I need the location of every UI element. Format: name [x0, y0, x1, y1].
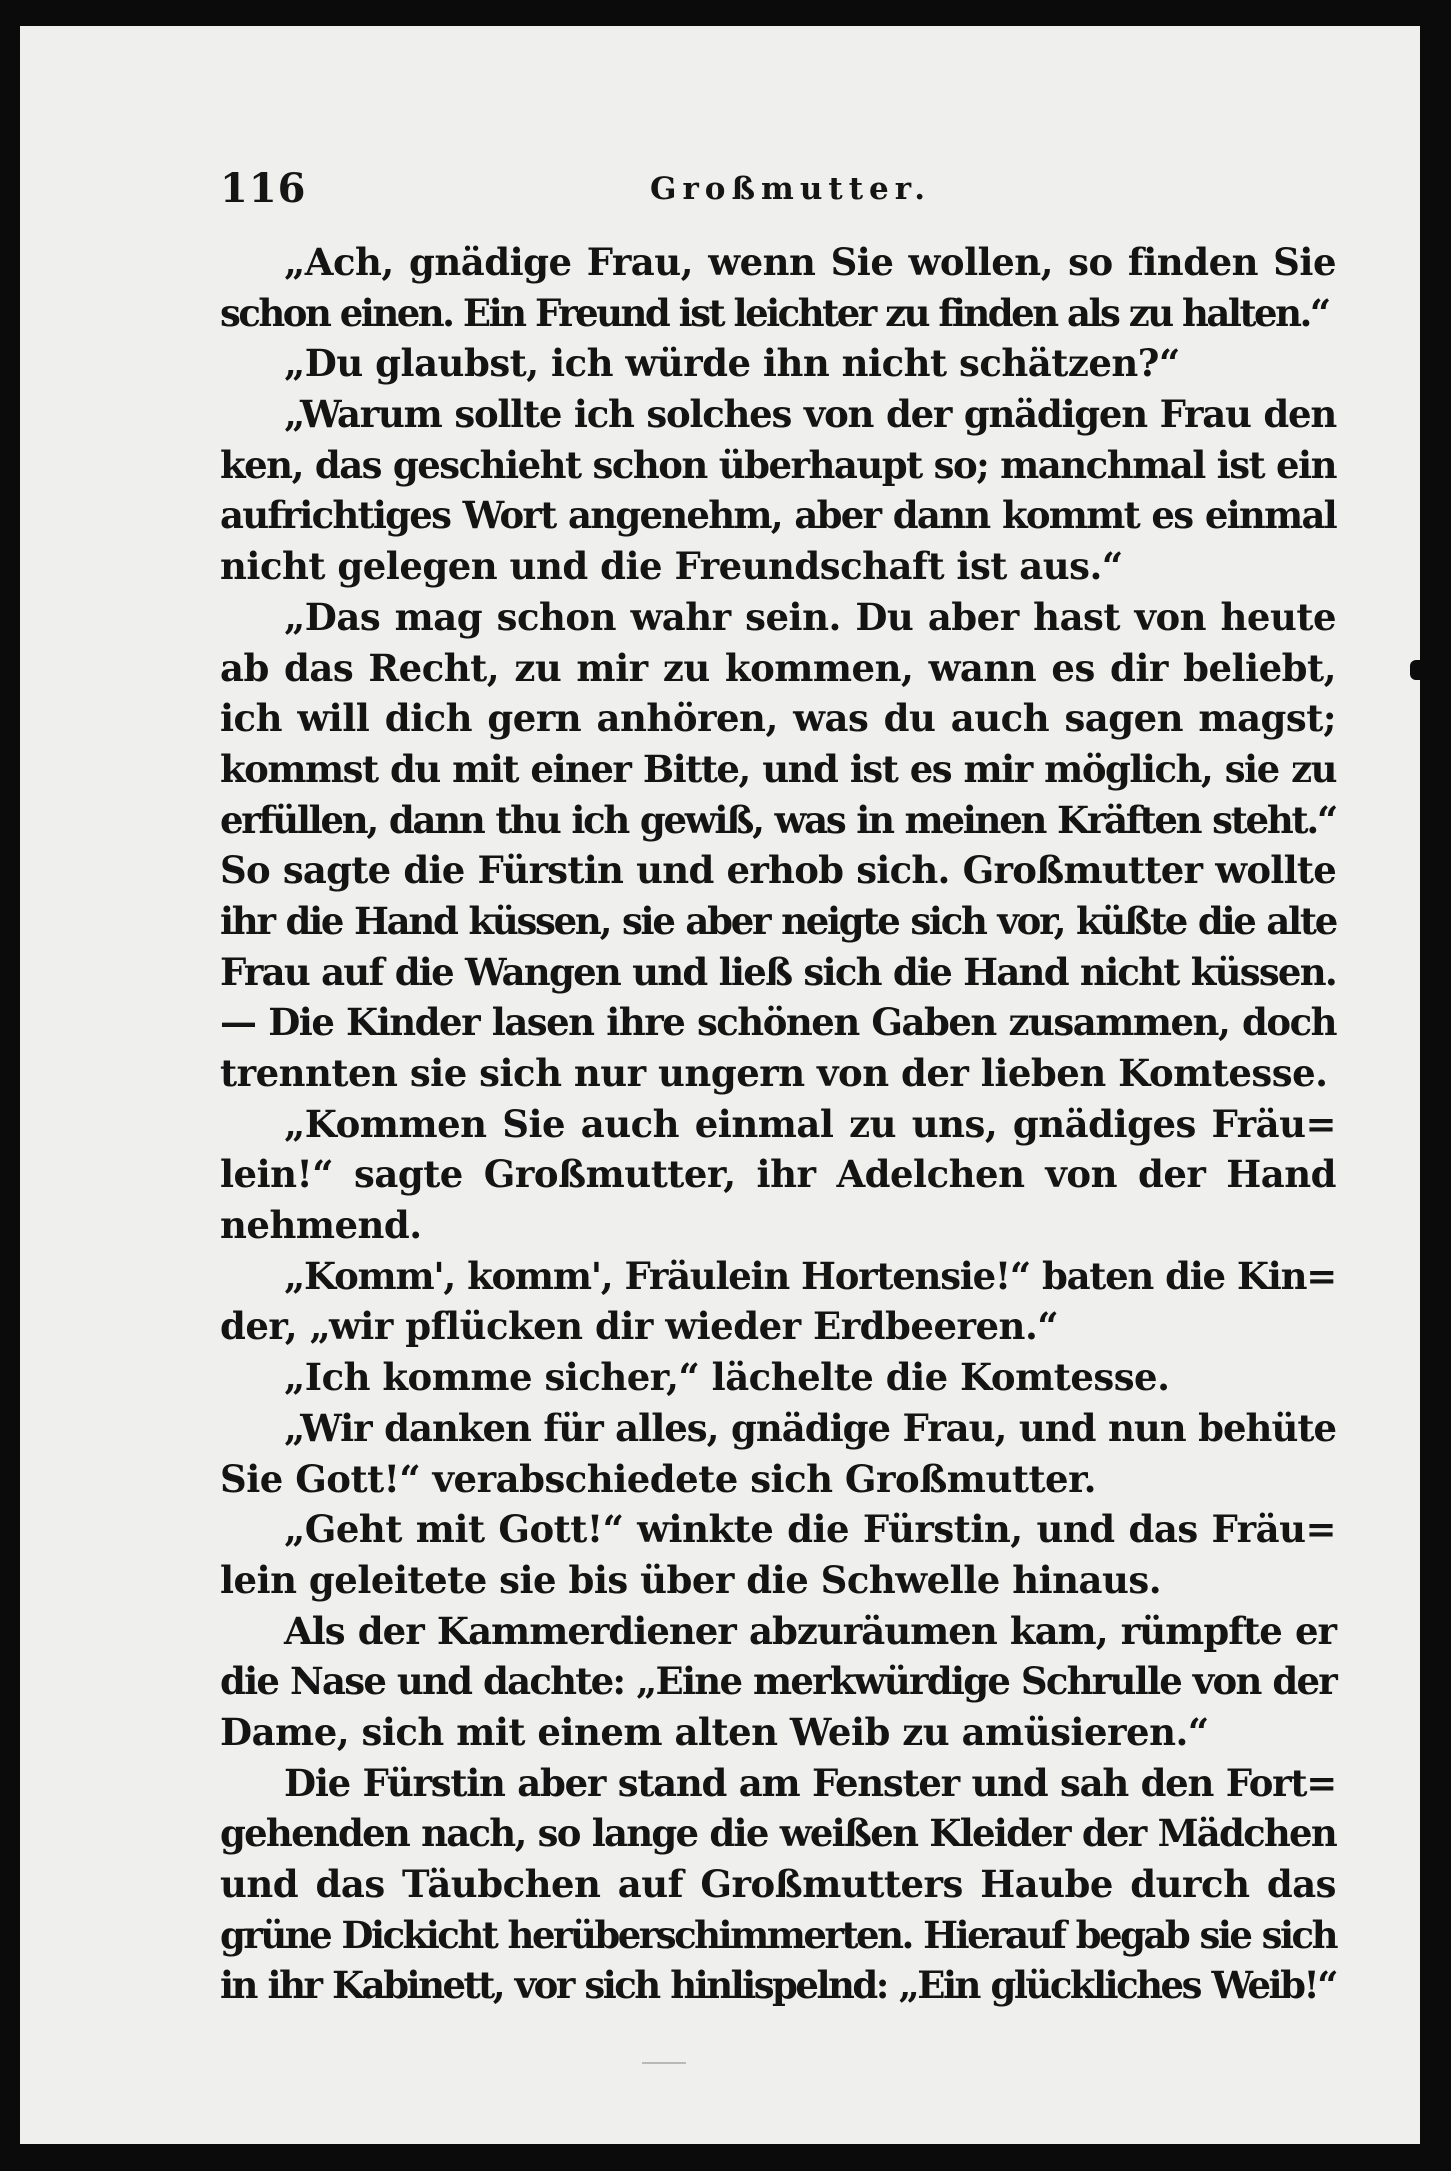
text-line: „Warum sollte ich solches von der gnädigen Frau den	[284, 392, 1336, 437]
text-line: gehenden nach, so lange die weißen Kleider der Mädchen	[220, 1811, 1336, 1856]
text-line: ken, das geschieht schon überhaupt so; manchmal ist ein	[220, 442, 1336, 487]
text-line: lein!“ sagte Großmutter, ihr Adelchen von der Hand	[220, 1152, 1336, 1197]
text-line: lein geleitete sie bis über die Schwelle hinaus.	[220, 1557, 1162, 1602]
running-title: Großmutter.	[650, 171, 932, 207]
text-line: „Komm', komm', Fräulein Hortensie!“ baten die Kin=	[284, 1253, 1336, 1298]
text-line: grüne Dickicht herüberschimmerten. Hierauf begab sie sich	[220, 1912, 1336, 1957]
text-line: der, „wir pflücken dir wieder Erdbeeren.“	[220, 1304, 1059, 1349]
text-line: „Du glaubst, ich würde ihn nicht schätzen?“	[284, 341, 1180, 386]
text-line: Dame, sich mit einem alten Weib zu amüsieren.“	[220, 1709, 1209, 1754]
text-line: Die Fürstin aber stand am Fenster und sah den Fort=	[284, 1760, 1336, 1805]
text-line: So sagte die Fürstin und erhob sich. Großmutter wollte	[220, 848, 1336, 893]
text-line: „Kommen Sie auch einmal zu uns, gnädiges Fräu=	[284, 1101, 1336, 1146]
text-line: — Die Kinder lasen ihre schönen Gaben zusammen, doch	[220, 1000, 1336, 1045]
page-header	[220, 165, 1336, 215]
text-line: ich will dich gern anhören, was du auch sagen magst;	[220, 696, 1336, 741]
text-line: trennten sie sich nur ungern von der lieben Komtesse.	[220, 1051, 1328, 1095]
text-line: nehmend.	[220, 1203, 422, 1248]
text-line: ihr die Hand küssen, sie aber neigte sich vor, küßte die alte	[220, 898, 1336, 943]
text-line: aufrichtiges Wort angenehm, aber dann kommt es einmal	[220, 493, 1336, 538]
text-line: Als der Kammerdiener abzuräumen kam, rümpfte er	[284, 1608, 1336, 1653]
text-line: und das Täubchen auf Großmutters Haube durch das	[220, 1862, 1336, 1906]
page-edge-mark	[1410, 660, 1422, 680]
text-line: nicht gelegen und die Freundschaft ist aus.“	[220, 544, 1123, 589]
text-line: Sie Gott!“ verabschiedete sich Großmutter.	[220, 1456, 1097, 1501]
page-number: 116	[220, 165, 307, 212]
bottom-rule	[642, 2062, 686, 2064]
text-line: „Ich komme sicher,“ lächelte die Komtesse.	[284, 1355, 1170, 1400]
text-line: erfüllen, dann thu ich gewiß, was in meinen Kräften steht.“	[220, 797, 1336, 842]
body-text	[220, 237, 1336, 2011]
text-line: schon einen. Ein Freund ist leichter zu finden als zu halten.“	[220, 290, 1329, 335]
text-line: ab das Recht, zu mir zu kommen, wann es dir beliebt,	[220, 645, 1336, 690]
text-line: kommst du mit einer Bitte, und ist es mir möglich, sie zu	[220, 746, 1336, 791]
text-line: „Ach, gnädige Frau, wenn Sie wollen, so finden Sie	[284, 240, 1336, 284]
text-line: Frau auf die Wangen und ließ sich die Hand nicht küssen.	[220, 949, 1336, 994]
text-line: „Geht mit Gott!“ winkte die Fürstin, und das Fräu=	[284, 1507, 1336, 1552]
text-line: in ihr Kabinett, vor sich hinlispelnd: „Ein glückliches Weib!“	[220, 1963, 1336, 2008]
text-line: die Nase und dachte: „Eine merkwürdige Schrulle von der	[220, 1659, 1336, 1704]
text-line: „Wir danken für alles, gnädige Frau, und nun behüte	[284, 1405, 1336, 1450]
text-line: „Das mag schon wahr sein. Du aber hast von heute	[284, 594, 1336, 639]
